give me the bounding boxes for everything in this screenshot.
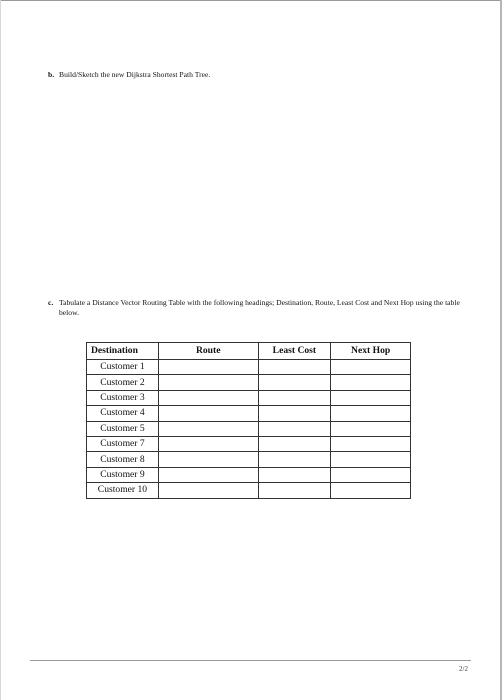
route-cell[interactable] [158,467,258,482]
next-hop-cell[interactable] [331,406,411,421]
header-destination: Destination [87,343,159,360]
route-cell[interactable] [158,452,258,467]
destination-cell: Customer 7 [87,436,159,451]
footer-rule [30,660,471,661]
route-cell[interactable] [158,390,258,405]
least-cost-cell[interactable] [258,452,331,467]
header-route: Route [158,343,258,360]
routing-table [86,342,411,499]
table-row [87,375,411,390]
destination-cell: Customer 4 [87,406,159,421]
least-cost-cell[interactable] [258,375,331,390]
least-cost-cell[interactable] [258,467,331,482]
destination-cell: Customer 8 [87,452,159,467]
destination-cell: Customer 10 [87,483,159,498]
header-least-cost: Least Cost [258,343,331,360]
table-row [87,436,411,451]
table-row [87,467,411,482]
least-cost-cell[interactable] [258,390,331,405]
question-c [48,298,478,318]
route-cell[interactable] [158,436,258,451]
next-hop-cell[interactable] [331,452,411,467]
destination-cell: Customer 9 [87,467,159,482]
question-c-marker: c. [48,298,54,307]
page-edge-left [0,0,1,700]
least-cost-cell[interactable] [258,483,331,498]
table-row [87,360,411,375]
question-b-text: Build/Sketch the new Dijkstra Shortest Path Tree. [59,70,211,79]
question-c-text: Tabulate a Distance Vector Routing Table with the following headings; Destination, Route, Least Cost and Next Hop using the table below. [59,298,460,317]
least-cost-cell[interactable] [258,436,331,451]
route-cell[interactable] [158,375,258,390]
page-number: 2/2 [459,665,468,673]
next-hop-cell[interactable] [331,375,411,390]
next-hop-cell[interactable] [331,421,411,436]
destination-cell: Customer 2 [87,375,159,390]
table-row [87,452,411,467]
next-hop-cell[interactable] [331,436,411,451]
question-b-marker: b. [48,70,55,79]
table-row [87,406,411,421]
table-row [87,483,411,498]
next-hop-cell[interactable] [331,483,411,498]
route-cell[interactable] [158,406,258,421]
next-hop-cell[interactable] [331,360,411,375]
destination-cell: Customer 1 [87,360,159,375]
table-row [87,421,411,436]
page-edge-top [0,0,502,1]
next-hop-cell[interactable] [331,467,411,482]
next-hop-cell[interactable] [331,390,411,405]
header-next-hop: Next Hop [331,343,411,360]
destination-cell: Customer 5 [87,421,159,436]
route-cell[interactable] [158,421,258,436]
table-row [87,390,411,405]
destination-cell: Customer 3 [87,390,159,405]
question-b [48,70,468,80]
routing-table-header-row [87,343,411,360]
least-cost-cell[interactable] [258,360,331,375]
route-cell[interactable] [158,360,258,375]
least-cost-cell[interactable] [258,421,331,436]
route-cell[interactable] [158,483,258,498]
least-cost-cell[interactable] [258,406,331,421]
